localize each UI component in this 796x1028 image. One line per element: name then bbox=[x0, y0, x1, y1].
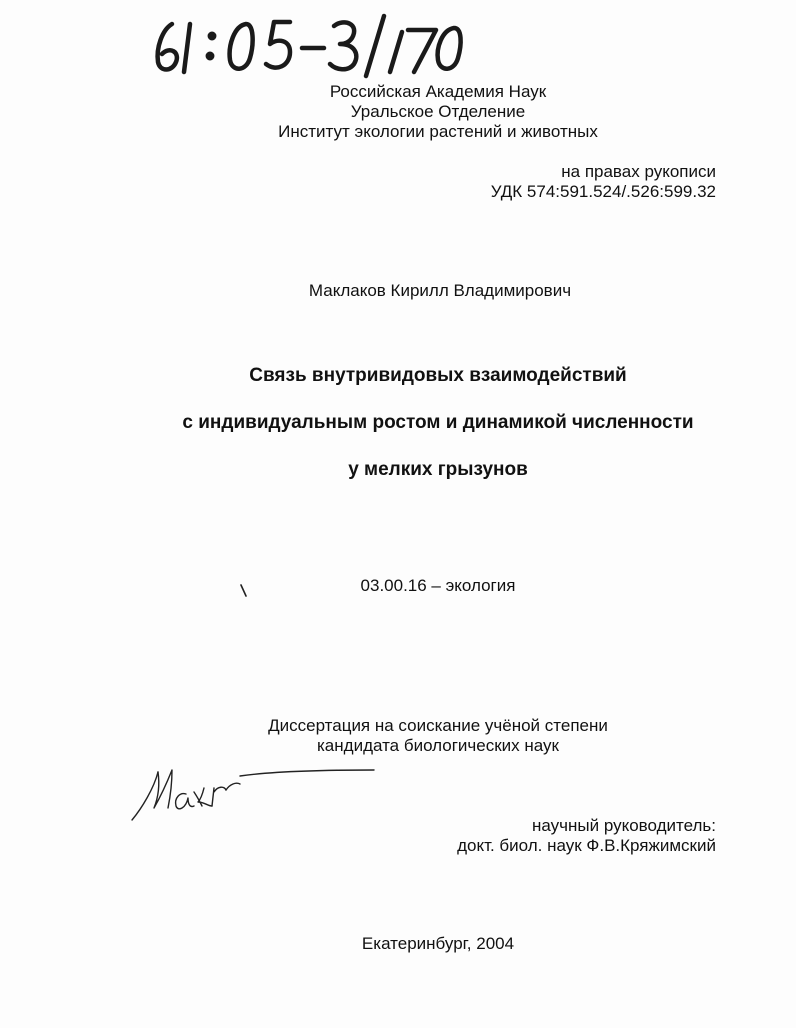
organization-block bbox=[0, 82, 796, 142]
organization-institute: Институт экологии растений и животных bbox=[278, 122, 598, 141]
degree-line-1: Диссертация на соискание учёной степени bbox=[268, 716, 608, 735]
manuscript-note: на правах рукописи bbox=[561, 162, 716, 181]
city-year: Екатеринбург, 2004 bbox=[361, 934, 515, 953]
author-signature bbox=[128, 758, 378, 828]
specialty-code: 03.00.16 – экология bbox=[360, 576, 516, 595]
degree-block bbox=[0, 716, 796, 756]
degree-line-2: кандидата биологических наук bbox=[317, 736, 559, 755]
dissertation-title bbox=[0, 364, 796, 505]
title-line-1: Связь внутривидовых взаимодействий bbox=[249, 365, 627, 386]
rights-block bbox=[491, 162, 716, 202]
udc-code: УДК 574:591.524/.526:599.32 bbox=[490, 182, 716, 201]
supervisor-label: научный руководитель: bbox=[531, 816, 716, 835]
organization-academy: Российская Академия Наук bbox=[329, 82, 547, 101]
supervisor-name: докт. биол. наук Ф.В.Кряжимский bbox=[457, 836, 716, 855]
handwritten-archive-code bbox=[150, 10, 480, 80]
title-line-3: у мелких грызунов bbox=[348, 459, 528, 480]
supervisor-block bbox=[457, 816, 716, 856]
organization-branch: Уральское Отделение bbox=[350, 102, 526, 121]
title-line-2: с индивидуальным ростом и динамикой численности bbox=[182, 412, 694, 433]
author-name: Маклаков Кирилл Владимирович bbox=[308, 281, 572, 300]
